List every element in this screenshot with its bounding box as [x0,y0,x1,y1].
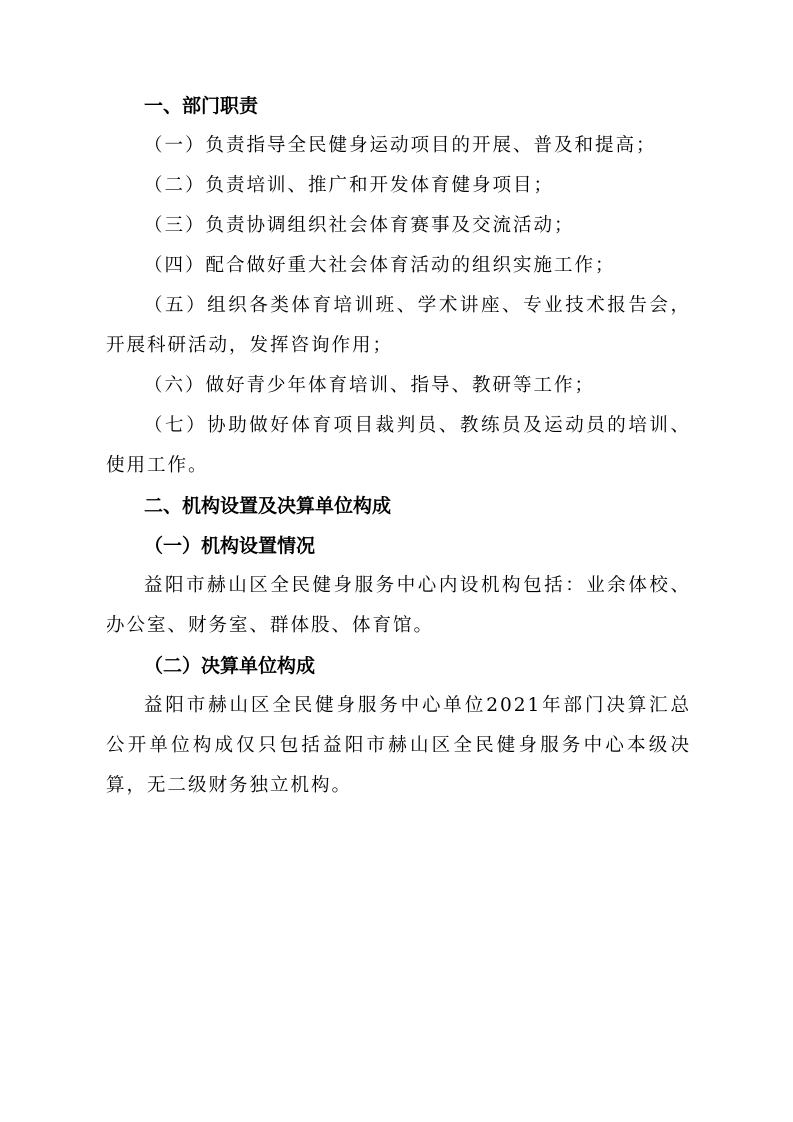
duty-item-7: （七）协助做好体育项目裁判员、教练员及运动员的培训、使用工作。 [106,415,691,476]
accounting-units-text: 益阳市赫山区全民健身服务中心单位2021年部门决算汇总公开单位构成仅只包括益阳市赫山区全民健身服务中心本级决算，无二级财务独立机构。 [106,695,691,796]
duty-item-6: （六）做好青少年体育培训、指导、教研等工作； [144,375,596,396]
subheading-accounting-units: （二）决算单位构成 [144,655,316,677]
duty-item-5: （五）组织各类体育培训班、学术讲座、专业技术报告会，开展科研活动，发挥咨询作用； [106,295,691,356]
section-heading-department-duties: 一、部门职责 [144,95,259,117]
section-heading-organization: 二、机构设置及决算单位构成 [144,495,392,517]
document-body [106,86,691,806]
duty-item-1: （一）负责指导全民健身运动项目的开展、普及和提高； [144,135,657,156]
organization-setup-text: 益阳市赫山区全民健身服务中心内设机构包括：业余体校、办公室、财务室、群体股、体育馆。 [106,575,691,636]
subheading-organization-setup: （一）机构设置情况 [144,535,316,557]
duty-item-2: （二）负责培训、推广和开发体育健身项目； [144,175,555,196]
duty-item-3: （三）负责协调组织社会体育赛事及交流活动； [144,215,575,236]
duty-item-4: （四）配合做好重大社会体育活动的组织实施工作； [144,255,616,276]
